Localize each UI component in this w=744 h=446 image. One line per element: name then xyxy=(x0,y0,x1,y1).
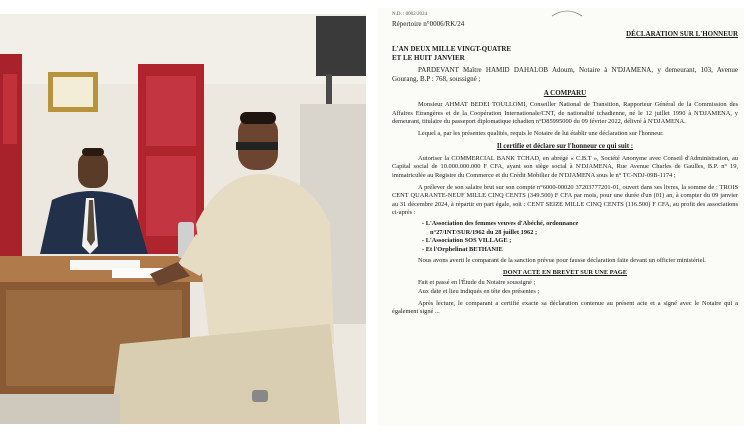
autoriser-paragraph: Autoriser la COMMERCIAL BANK TCHAD, en abrégé « C.B.T », Société Anonyme avec Conseil d'Administration, au Capital social de 10.000.000.000 F CFA, ayant son siège social à N'DJAMENA, Rue Avenue Charles de Gaulles, B.P. n° 19, immatriculée au Registre du Commerce et du Crédit Mobilier de N'DJAMENA sous le n° TC-NDJ-09B-1174 ; xyxy=(392,154,738,179)
apres-lecture-paragraph: Après lecture, le comparant a certifié exacte sa déclaration contenue au présent acte et a signé avec le Notaire qui a également signé ... xyxy=(392,299,738,316)
comparant-paragraph: Monsieur AHMAT BEDEI TOULLOMI, Conseiller National de Transition, Rapporteur Général de la Commission des Affaires Etrangères et de la Coopération Internationale/CNT, de nationalité tchadienne, né le 12 juillet 1990 à N'DJAMENA, y demeurant, titulaire du passeport diplomatique tchadien n°D85995000 du 09 février 2022, délivré à N'DJAMENA. xyxy=(392,101,738,126)
association-1-ordonnance: n°27/INT/SUR/1962 du 28 juillet 1962 ; xyxy=(430,228,538,236)
lequel-paragraph: Lequel a, par les présentes qualités, requis le Notaire de lui établir une déclaration sur l'honneur. xyxy=(418,129,664,137)
document-reference: N.D. : 0002/2024 xyxy=(392,12,427,17)
dont-acte-heading: DONT ACTE EN BREVET SUR UNE PAGE xyxy=(503,268,627,276)
notary-intro: PARDEVANT Maître HAMID DAHALOB Adoum, Notaire à N'DJAMENA, y demeurant, 103, Avenue Gourang, B.P : 768, soussigné ; xyxy=(392,66,738,84)
notary-seal-icon xyxy=(550,8,584,18)
association-3: - Et l'Orphelinat BETHANIE xyxy=(422,245,503,253)
prelever-paragraph: A prélever de son salaire brut sur son compte n°6000-00020 37203777201-01, ouvert dans ses livres, la somme de : TROIS CENT QUARANTE-NEUF MILLE CINQ CENTS (349.500) F CFA par mois, pour une durée d'un (01) an, à compter du 09 janvier au 31 décembre 2024, à répartir en part égale, soit : CENT SEIZE MILLE CINQ CENTS (116.500) F CFA, au profit des associations ci-après : xyxy=(392,183,738,217)
office-photo xyxy=(0,14,366,424)
association-1: - L'Association des femmes veuves d'Abéché, ordonnance xyxy=(422,219,579,227)
fait-line-2: Aux date et lieu indiqués en tête des présentes ; xyxy=(418,288,540,296)
fait-line-1: Fait et passé en l'Étude du Notaire soussigné ; xyxy=(418,279,536,287)
sworn-declaration-document xyxy=(378,8,744,426)
a-comparu-heading: A COMPARU xyxy=(543,88,587,97)
date-line-1: L'AN DEUX MILLE VINGT-QUATRE xyxy=(392,44,512,53)
association-2: - L'Association SOS VILLAGE ; xyxy=(422,237,512,245)
date-line-2: ET LE HUIT JANVIER xyxy=(392,53,465,62)
certifie-heading: Il certifie et déclare sur l'honneur ce qui suit : xyxy=(496,142,634,151)
avertir-paragraph: Nous avons averti le comparant de la sanction prévue pour fausse déclaration faite devant un officier ministériel. xyxy=(418,257,706,265)
repertoire-number: Répertoire n°0006/RK/24 xyxy=(392,20,465,28)
office-photo-illustration xyxy=(0,14,366,424)
document-title: DÉCLARATION SUR L'HONNEUR xyxy=(626,30,738,39)
